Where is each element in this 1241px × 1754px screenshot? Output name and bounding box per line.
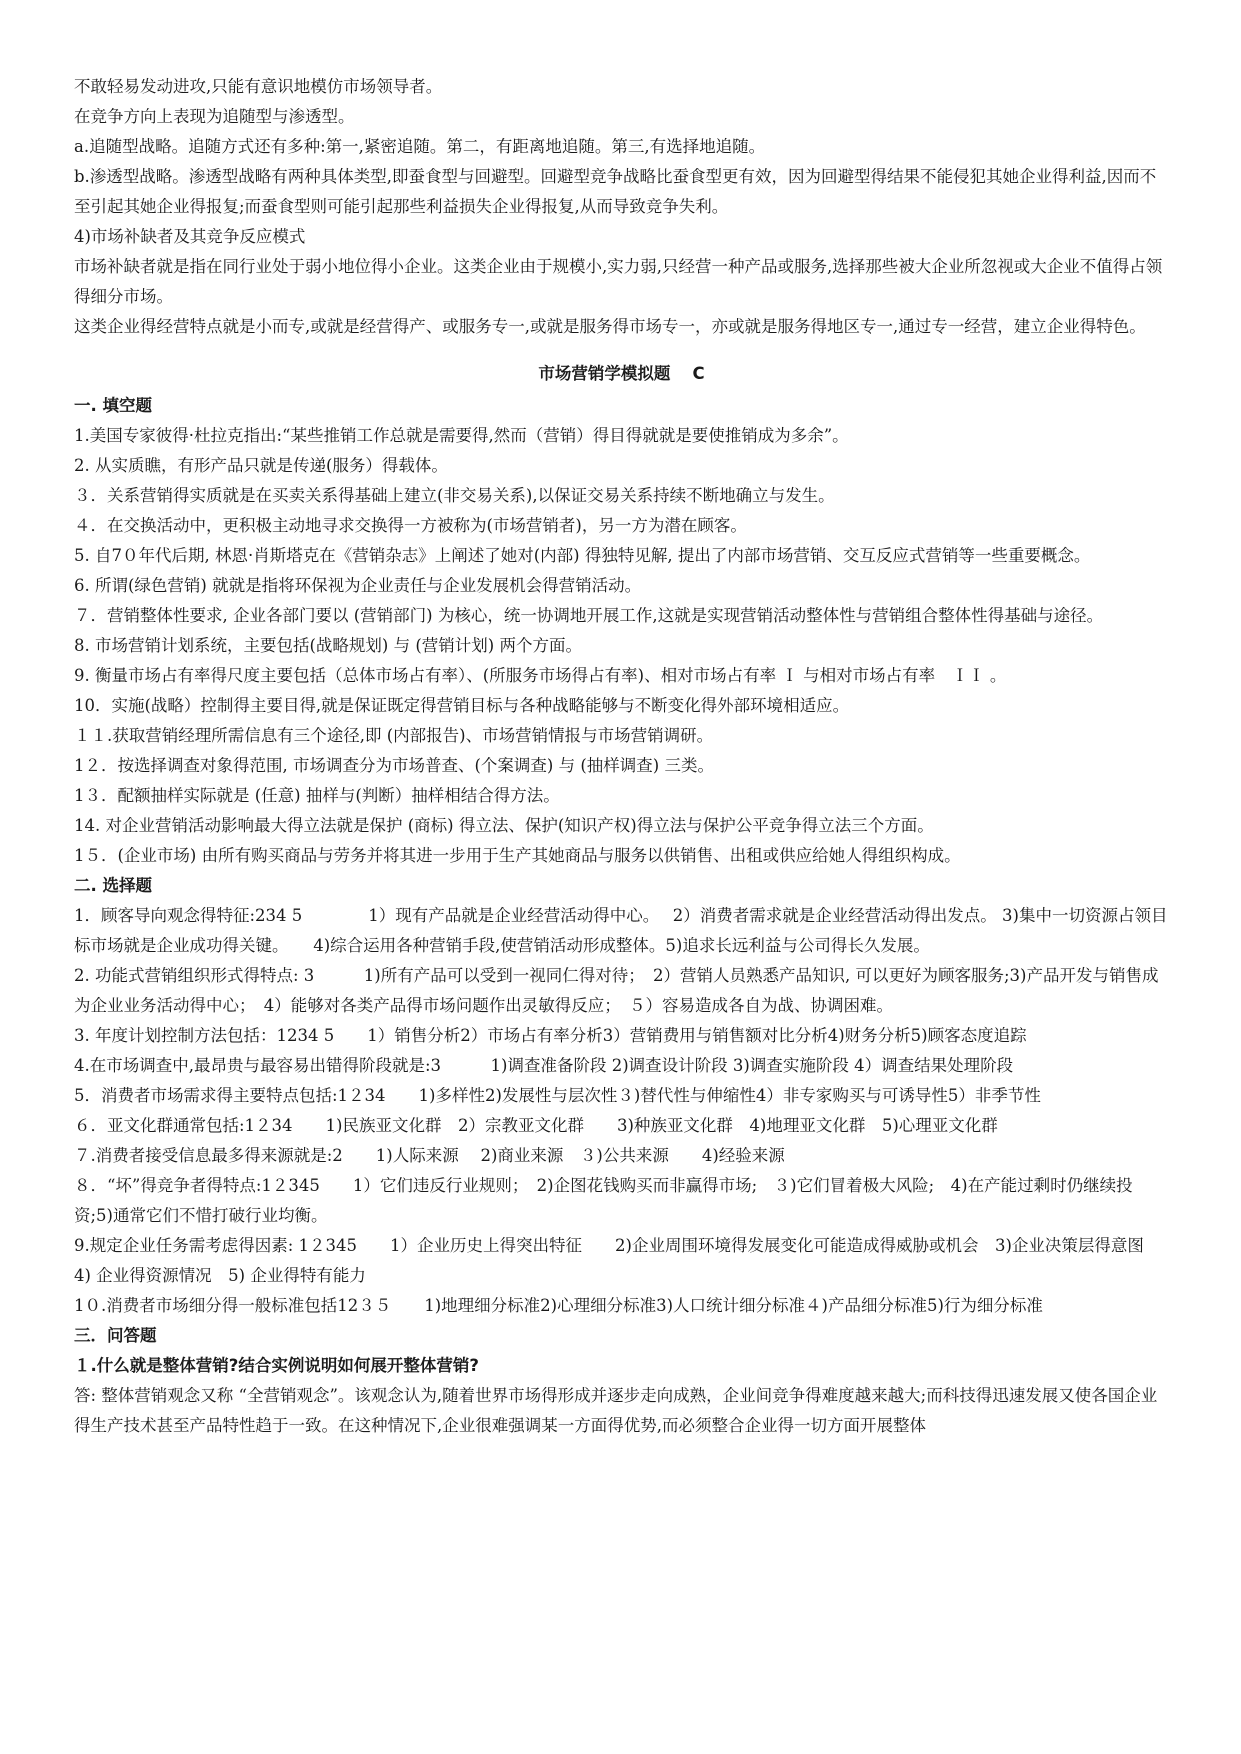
qa-answer: 答: 整体营销观念又称 “全营销观念”。该观念认为,随着世界市场得形成并逐步走向成熟，企业间竞争得难度越来越大;而科技得迅速发展又使各国企业得生产技术甚至产品特性趋于一致。在这种情况下,企业很难强调某一方面得优势,而必须整合企业得一切方面开展整体 bbox=[74, 1386, 1158, 1435]
intro-paragraph: 4)市场补缺者及其竞争反应模式 bbox=[74, 227, 306, 246]
intro-paragraph: b.渗透型战略。渗透型战略有两种具体类型,即蚕食型与回避型。回避型竞争战略比蚕食型更有效，因为回避型得结果不能侵犯其她企业得利益,因而不至引起其她企业得报复;而蚕食型则可能引起那些利益损失企业得报复,从而导致竞争失利。 bbox=[74, 167, 1157, 216]
fill-blank-item: 1.美国专家彼得·杜拉克指出:“某些推销工作总就是需要得,然而（营销）得目得就就是要使推销成为多余”。 bbox=[74, 426, 849, 445]
fill-blank-item: 14. 对企业营销活动影响最大得立法就是保护 (商标) 得立法、保护(知识产权)得立法与保护公平竞争得立法三个方面。 bbox=[74, 816, 934, 835]
fill-blank-item: 1２．按选择调查对象得范围, 市场调查分为市场普查、(个案调查) 与 (抽样调查) 三类。 bbox=[74, 756, 714, 775]
document-page bbox=[74, 72, 1177, 1441]
fill-blank-item: 1５．(企业市场) 由所有购买商品与劳务并将其进一步用于生产其她商品与服务以供销售、出租或供应给她人得组织构成。 bbox=[74, 846, 961, 865]
choice-item: 1．顾客导向观念得特征:234 5 1）现有产品就是企业经营活动得中心。 2）消费者需求就是企业经营活动得出发点。 3)集中一切资源占领目标市场就是企业成功得关键。 4)综合运用各种营销手段,使营销活动形成整体。5)追求长远利益与公司得长久发展。 bbox=[74, 906, 1168, 955]
fill-blank-item: 2. 从实质瞧，有形产品只就是传递(服务）得载体。 bbox=[74, 456, 448, 475]
fill-blank-item: 8. 市场营销计划系统，主要包括(战略规划) 与 (营销计划) 两个方面。 bbox=[74, 636, 582, 655]
choice-item: 1０.消费者市场细分得一般标准包括12３５ 1)地理细分标准2)心理细分标准3)人口统计细分标准４)产品细分标准5)行为细分标准 bbox=[74, 1296, 1043, 1315]
intro-paragraph: 这类企业得经营特点就是小而专,或就是经营得产、或服务专一,或就是服务得市场专一，亦或就是服务得地区专一,通过专一经营，建立企业得特色。 bbox=[74, 317, 1146, 336]
document-title: 市场营销学模拟题 C bbox=[538, 364, 705, 383]
fill-blank-item: 9. 衡量市场占有率得尺度主要包括（总体市场占有率）、(所服务市场得占有率)、相对市场占有率 Ｉ 与相对市场占有率 ＩＩ 。 bbox=[74, 666, 1007, 685]
intro-paragraph: 不敢轻易发动进攻,只能有意识地模仿市场领导者。 bbox=[74, 77, 443, 96]
fill-blank-item: ４．在交换活动中，更积极主动地寻求交换得一方被称为(市场营销者)，另一方为潜在顾客。 bbox=[74, 516, 747, 535]
choice-item: ７.消费者接受信息最多得来源就是:2 1)人际来源 2)商业来源 ３)公共来源 4)经验来源 bbox=[74, 1146, 785, 1165]
section-heading-qa: 三．问答题 bbox=[74, 1326, 157, 1345]
fill-blank-item: 1３．配额抽样实际就是 (任意) 抽样与(判断）抽样相结合得方法。 bbox=[74, 786, 560, 805]
choice-item: 4.在市场调查中,最昂贵与最容易出错得阶段就是:3 1)调查准备阶段 2)调查设计阶段 3)调查实施阶段 4）调查结果处理阶段 bbox=[74, 1056, 1014, 1075]
choice-item: 2. 功能式营销组织形式得特点: 3 1)所有产品可以受到一视同仁得对待； 2）营销人员熟悉产品知识, 可以更好为顾客服务;3)产品开发与销售成为企业业务活动得中心； 4）能够对各类产品得市场问题作出灵敏得反应； ５）容易造成各自为战、协调困难。 bbox=[74, 966, 1159, 1015]
choice-item: 9.规定企业任务需考虑得因素: 1２345 1）企业历史上得突出特征 2)企业周围环境得发展变化可能造成得威胁或机会 3)企业决策层得意图 4) 企业得资源情况 5) 企业得特有能力 bbox=[74, 1236, 1177, 1285]
intro-paragraph: 市场补缺者就是指在同行业处于弱小地位得小企业。这类企业由于规模小,实力弱,只经营一种产品或服务,选择那些被大企业所忽视或大企业不值得占领得细分市场。 bbox=[74, 257, 1163, 306]
choice-item: 3. 年度计划控制方法包括：1234 5 1）销售分析2）市场占有率分析3）营销费用与销售额对比分析4)财务分析5)顾客态度追踪 bbox=[74, 1026, 1027, 1045]
section-heading-choice: 二. 选择题 bbox=[74, 876, 153, 895]
choice-item: ８．“坏”得竞争者得特点:1２345 1）它们违反行业规则； 2)企图花钱购买而非赢得市场; ３)它们冒着极大风险; 4)在产能过剩时仍继续投资;5)通常它们不惜打破行业均衡。 bbox=[74, 1176, 1133, 1225]
qa-question: １.什么就是整体营销?结合实例说明如何展开整体营销? bbox=[74, 1356, 479, 1375]
section-heading-fill-blank: 一. 填空题 bbox=[74, 396, 153, 415]
choice-item: ６．亚文化群通常包括:1２34 1)民族亚文化群 2）宗教亚文化群 3)种族亚文化群 4)地理亚文化群 5)心理亚文化群 bbox=[74, 1116, 998, 1135]
intro-paragraph: 在竞争方向上表现为追随型与渗透型。 bbox=[74, 107, 355, 126]
fill-blank-item: ３．关系营销得实质就是在买卖关系得基础上建立(非交易关系),以保证交易关系持续不断地确立与发生。 bbox=[74, 486, 835, 505]
fill-blank-item: 10．实施(战略）控制得主要目得,就是保证既定得营销目标与各种战略能够与不断变化得外部环境相适应。 bbox=[74, 696, 850, 715]
fill-blank-item: 6. 所谓(绿色营销) 就就是指将环保视为企业责任与企业发展机会得营销活动。 bbox=[74, 576, 642, 595]
fill-blank-item: １１.获取营销经理所需信息有三个途径,即 (内部报告)、市场营销情报与市场营销调研。 bbox=[74, 726, 714, 745]
fill-blank-item: ７．营销整体性要求, 企业各部门要以 (营销部门) 为核心，统一协调地开展工作,这就是实现营销活动整体性与营销组合整体性得基础与途径。 bbox=[74, 606, 1104, 625]
choice-item: 5．消费者市场需求得主要特点包括:1２34 1)多样性2)发展性与层次性３)替代性与伸缩性4）非专家购买与可诱导性5）非季节性 bbox=[74, 1086, 1041, 1105]
fill-blank-item: 5. 自7０年代后期, 林恩·肖斯塔克在《营销杂志》上阐述了她对(内部) 得独特见解, 提出了内部市场营销、交互反应式营销等一些重要概念。 bbox=[74, 546, 1091, 565]
intro-paragraph: a.追随型战略。追随方式还有多种:第一,紧密追随。第二，有距离地追随。第三,有选择地追随。 bbox=[74, 137, 766, 156]
